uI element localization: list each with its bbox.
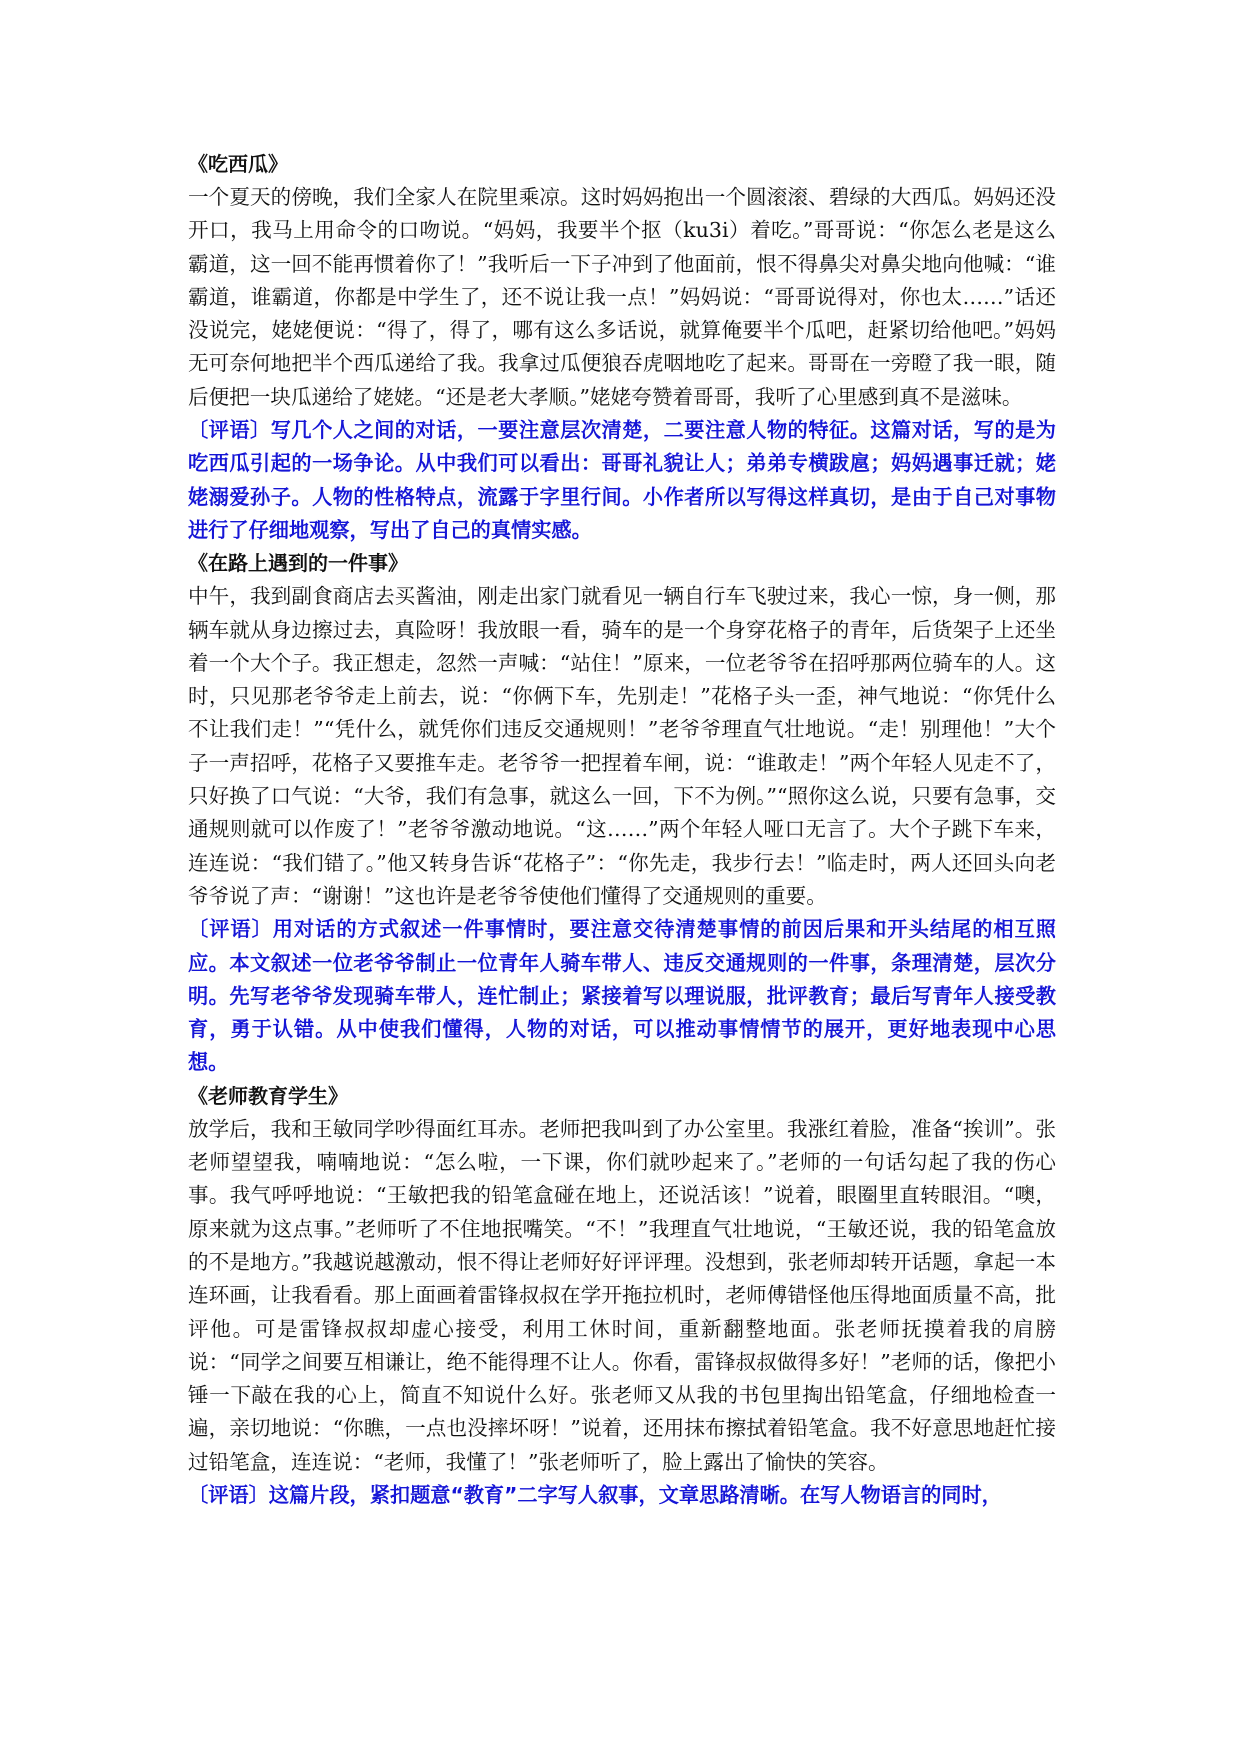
essay-title: 《吃西瓜》 (188, 152, 288, 176)
essay-teacher-educates (188, 1080, 1056, 1513)
essay-title: 《老师教育学生》 (188, 1083, 348, 1108)
essay-comment: 〔评语〕用对话的方式叙述一件事情时，要注意交待清楚事情的前因后果和开头结尾的相互照应。本文叙述一位老爷爷制止一位青年人骑车带人、违反交通规则的一件事，条理清楚，层次分明。先写老爷爷发现骑车带人，连忙制止；紧接着写以理说服，批评教育；最后写青年人接受教育，勇于认错。从中使我们懂得，人物的对话，可以推动事情情节的展开，更好地表现中心思想。 (188, 917, 1056, 1075)
essay-title: 《在路上遇到的一件事》 (188, 551, 408, 576)
essay-eat-watermelon (188, 148, 1056, 547)
essay-comment: 〔评语〕写几个人之间的对话，一要注意层次清楚，二要注意人物的特征。这篇对话，写的是为吃西瓜引起的一场争论。从中我们可以看出：哥哥礼貌让人；弟弟专横跋扈；妈妈遇事迁就；姥姥溺爱孙子。人物的性格特点，流露于字里行间。小作者所以写得这样真切，是由于自己对事物进行了仔细地观察，写出了自己的真情实感。 (188, 418, 1056, 542)
essay-body: 一个夏天的傍晚，我们全家人在院里乘凉。这时妈妈抱出一个圆滚滚、碧绿的大西瓜。妈妈还没开口，我马上用命令的口吻说。“妈妈，我要半个抠（ku3i）着吃。”哥哥说：“你怎么老是这么霸道，这一回不能再惯着你了！”我听后一下子冲到了他面前，恨不得鼻尖对鼻尖地向他喊：“谁霸道，谁霸道，你都是中学生了，还不说让我一点！”妈妈说：“哥哥说得对，你也太……”话还没说完，姥姥便说：“得了，得了，哪有这么多话说，就算俺要半个瓜吧，赶紧切给他吧。”妈妈无可奈何地把半个西瓜递给了我。我拿过瓜便狼吞虎咽地吃了起来。哥哥在一旁瞪了我一眼，随后便把一块瓜递给了姥姥。“还是老大孝顺。”姥姥夸赞着哥哥，我听了心里感到真不是滋味。 (188, 185, 1056, 409)
essay-road-incident (188, 547, 1056, 1079)
essay-body: 中午，我到副食商店去买酱油，刚走出家门就看见一辆自行车飞驶过来，我心一惊，身一侧，那辆车就从身边擦过去，真险呀！我放眼一看，骑车的是一个身穿花格子的青年，后货架子上还坐着一个大个子。我正想走，忽然一声喊：“站住！”原来，一位老爷爷在招呼那两位骑车的人。这时，只见那老爷爷走上前去，说：“你俩下车，先别走！”花格子头一歪，神气地说：“你凭什么不让我们走！”“凭什么，就凭你们违反交通规则！”老爷爷理直气壮地说。“走！别理他！”大个子一声招呼，花格子又要推车走。老爷爷一把捏着车闸，说：“谁敢走！”两个年轻人见走不了，只好换了口气说：“大爷，我们有急事，就这么一回，下不为例。”“照你这么说，只要有急事，交通规则就可以作废了！”老爷爷激动地说。“这……”两个年轻人哑口无言了。大个子跳下车来，连连说：“我们错了。”他又转身告诉“花格子”：“你先走，我步行去！”临走时，两人还回头向老爷爷说了声：“谢谢！”这也许是老爷爷使他们懂得了交通规则的重要。 (188, 584, 1056, 908)
essay-comment: 〔评语〕这篇片段，紧扣题意“教育”二字写人叙事，文章思路清晰。在写人物语言的同时， (188, 1482, 1002, 1507)
essay-body: 放学后，我和王敏同学吵得面红耳赤。老师把我叫到了办公室里。我涨红着脸，准备“挨训”。张老师望望我，喃喃地说：“怎么啦，一下课，你们就吵起来了。”老师的一句话勾起了我的伤心事。我气呼呼地说：“王敏把我的铅笔盒碰在地上，还说活该！”说着，眼圈里直转眼泪。“噢，原来就为这点事。”老师听了不住地抿嘴笑。“不！”我理直气壮地说，“王敏还说，我的铅笔盒放的不是地方。”我越说越激动，恨不得让老师好好评评理。没想到，张老师却转开话题，拿起一本连环画，让我看看。那上面画着雷锋叔叔在学开拖拉机时，老师傅错怪他压得地面质量不高，批评他。可是雷锋叔叔却虚心接受，利用工休时间，重新翻整地面。张老师抚摸着我的肩膀说：“同学之间要互相谦让，绝不能得理不让人。你看，雷锋叔叔做得多好！”老师的话，像把小锤一下敲在我的心上，简直不知说什么好。张老师又从我的书包里掏出铅笔盒，仔细地检查一遍，亲切地说：“你瞧，一点也没摔坏呀！”说着，还用抹布擦拭着铅笔盒。我不好意思地赶忙接过铅笔盒，连连说：“老师，我懂了！”张老师听了，脸上露出了愉快的笑容。 (188, 1116, 1056, 1474)
document-page (188, 148, 1056, 1512)
